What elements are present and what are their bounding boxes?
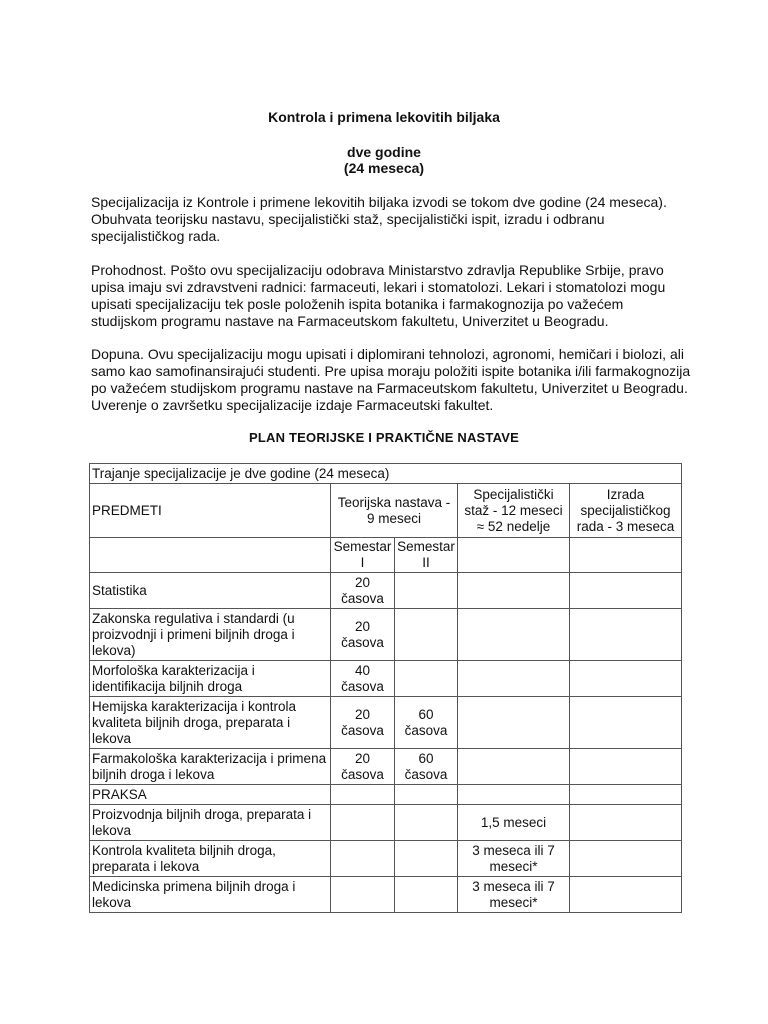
header-thesis: Izrada specijalističkog rada - 3 meseca	[570, 484, 682, 538]
staz-cell: 3 meseca ili 7 meseci*	[458, 877, 570, 913]
subject-cell: Hemijska karakterizacija i kontrola kvaliteta biljnih droga, preparata i lekova	[90, 697, 331, 749]
semester-empty-cell	[458, 538, 570, 573]
plan-heading: PLAN TEORIJSKE I PRAKTIČNE NASTAVE	[249, 430, 519, 445]
semester-empty-cell	[570, 538, 682, 573]
thesis-cell	[570, 785, 682, 805]
semester-2-cell	[395, 609, 458, 661]
semester-1-cell: 20 časova	[331, 609, 395, 661]
semester-2-cell: 60 časova	[395, 749, 458, 785]
staz-cell	[458, 749, 570, 785]
intro-paragraph: Specijalizacija iz Kontrole i primene lekovitih biljaka izvodi se tokom dve godine (24 meseca). Obuhvata teorijsku nastavu, specijalistički staž, specijalistički ispit, izradu i odbranu specijalističkog rada.	[91, 194, 667, 244]
table-row	[90, 661, 682, 697]
table-row	[90, 609, 682, 661]
semester-2-cell	[395, 661, 458, 697]
subject-cell: Statistika	[90, 573, 331, 609]
thesis-cell	[570, 877, 682, 913]
staz-cell	[458, 661, 570, 697]
semester-1-cell	[331, 785, 395, 805]
thesis-cell	[570, 841, 682, 877]
subject-cell: Zakonska regulativa i standardi (u proizvodnji i primeni biljnih droga i lekova)	[90, 609, 331, 661]
semester-empty-cell	[90, 538, 331, 573]
table-row	[90, 805, 682, 841]
staz-cell	[458, 609, 570, 661]
thesis-cell	[570, 661, 682, 697]
supplement-paragraph: Dopuna. Ovu specijalizaciju mogu upisati i diplomirani tehnolozi, agronomi, hemičari i biolozi, ali samo kao samofinansirajući studenti. Pre upisa moraju položiti ispite botanika i/ili farmakognozija po važećem studijskom programu nastave na Farmaceutskom fakultetu, Univerzitet u Beogradu. Uverenje o završetku specijalizacije izdaje Farmaceutski fakultet.	[91, 346, 691, 413]
eligibility-paragraph: Prohodnost. Pošto ovu specijalizaciju odobrava Ministarstvo zdravlja Republike Srbije, pravo upisa imaju svi zdravstveni radnici: farmaceuti, lekari i stomatolozi. Lekari i stomatolozi mogu upisati specijalizaciju tek posle položenih ispita botanika i farmakognozija po važećem studijskom programu nastave na Farmaceutskom fakultetu, Univerzitet u Beogradu.	[91, 262, 666, 329]
semester-2-cell	[395, 785, 458, 805]
semester-1-cell: 40 časova	[331, 661, 395, 697]
semester-1-cell	[331, 841, 395, 877]
thesis-cell	[570, 805, 682, 841]
header-semester-2: Semestar II	[395, 538, 458, 573]
table-row	[90, 697, 682, 749]
semester-1-cell: 20 časova	[331, 697, 395, 749]
staz-cell	[458, 573, 570, 609]
document-title: Kontrola i primena lekovitih biljaka	[268, 109, 500, 125]
semester-1-cell	[331, 877, 395, 913]
header-theory: Teorijska nastava - 9 meseci	[331, 484, 458, 538]
subject-cell: Farmakološka karakterizacija i primena biljnih droga i lekova	[90, 749, 331, 785]
semester-2-cell	[395, 573, 458, 609]
subject-cell: Proizvodnja biljnih droga, preparata i lekova	[90, 805, 331, 841]
table-caption-row	[90, 464, 682, 484]
staz-cell: 1,5 meseci	[458, 805, 570, 841]
duration-block	[0, 144, 768, 176]
table-header-row	[90, 484, 682, 538]
table-row	[90, 877, 682, 913]
semester-row	[90, 538, 682, 573]
semester-2-cell: 60 časova	[395, 697, 458, 749]
semester-2-cell	[395, 841, 458, 877]
semester-1-cell: 20 časova	[331, 749, 395, 785]
thesis-cell	[570, 609, 682, 661]
subject-cell: Kontrola kvaliteta biljnih droga, preparata i lekova	[90, 841, 331, 877]
semester-2-cell	[395, 805, 458, 841]
thesis-cell	[570, 573, 682, 609]
table-row	[90, 841, 682, 877]
subject-cell: Morfološka karakterizacija i identifikacija biljnih droga	[90, 661, 331, 697]
thesis-cell	[570, 749, 682, 785]
staz-cell: 3 meseca ili 7 meseci*	[458, 841, 570, 877]
table-caption: Trajanje specijalizacije je dve godine (24 meseca)	[90, 464, 682, 484]
table-row	[90, 749, 682, 785]
semester-1-cell	[331, 805, 395, 841]
subject-cell: Medicinska primena biljnih droga i lekova	[90, 877, 331, 913]
semester-1-cell: 20 časova	[331, 573, 395, 609]
table-row	[90, 785, 682, 805]
header-staz: Specijalistički staž - 12 meseci ≈ 52 nedelje	[458, 484, 570, 538]
semester-2-cell	[395, 877, 458, 913]
duration-years: dve godine	[347, 144, 421, 160]
staz-cell	[458, 785, 570, 805]
table-row	[90, 573, 682, 609]
duration-months: (24 meseca)	[343, 160, 425, 176]
curriculum-table	[89, 463, 682, 913]
header-subjects: PREDMETI	[90, 484, 331, 538]
subject-cell: PRAKSA	[90, 785, 331, 805]
thesis-cell	[570, 697, 682, 749]
staz-cell	[458, 697, 570, 749]
header-semester-1: Semestar I	[331, 538, 395, 573]
